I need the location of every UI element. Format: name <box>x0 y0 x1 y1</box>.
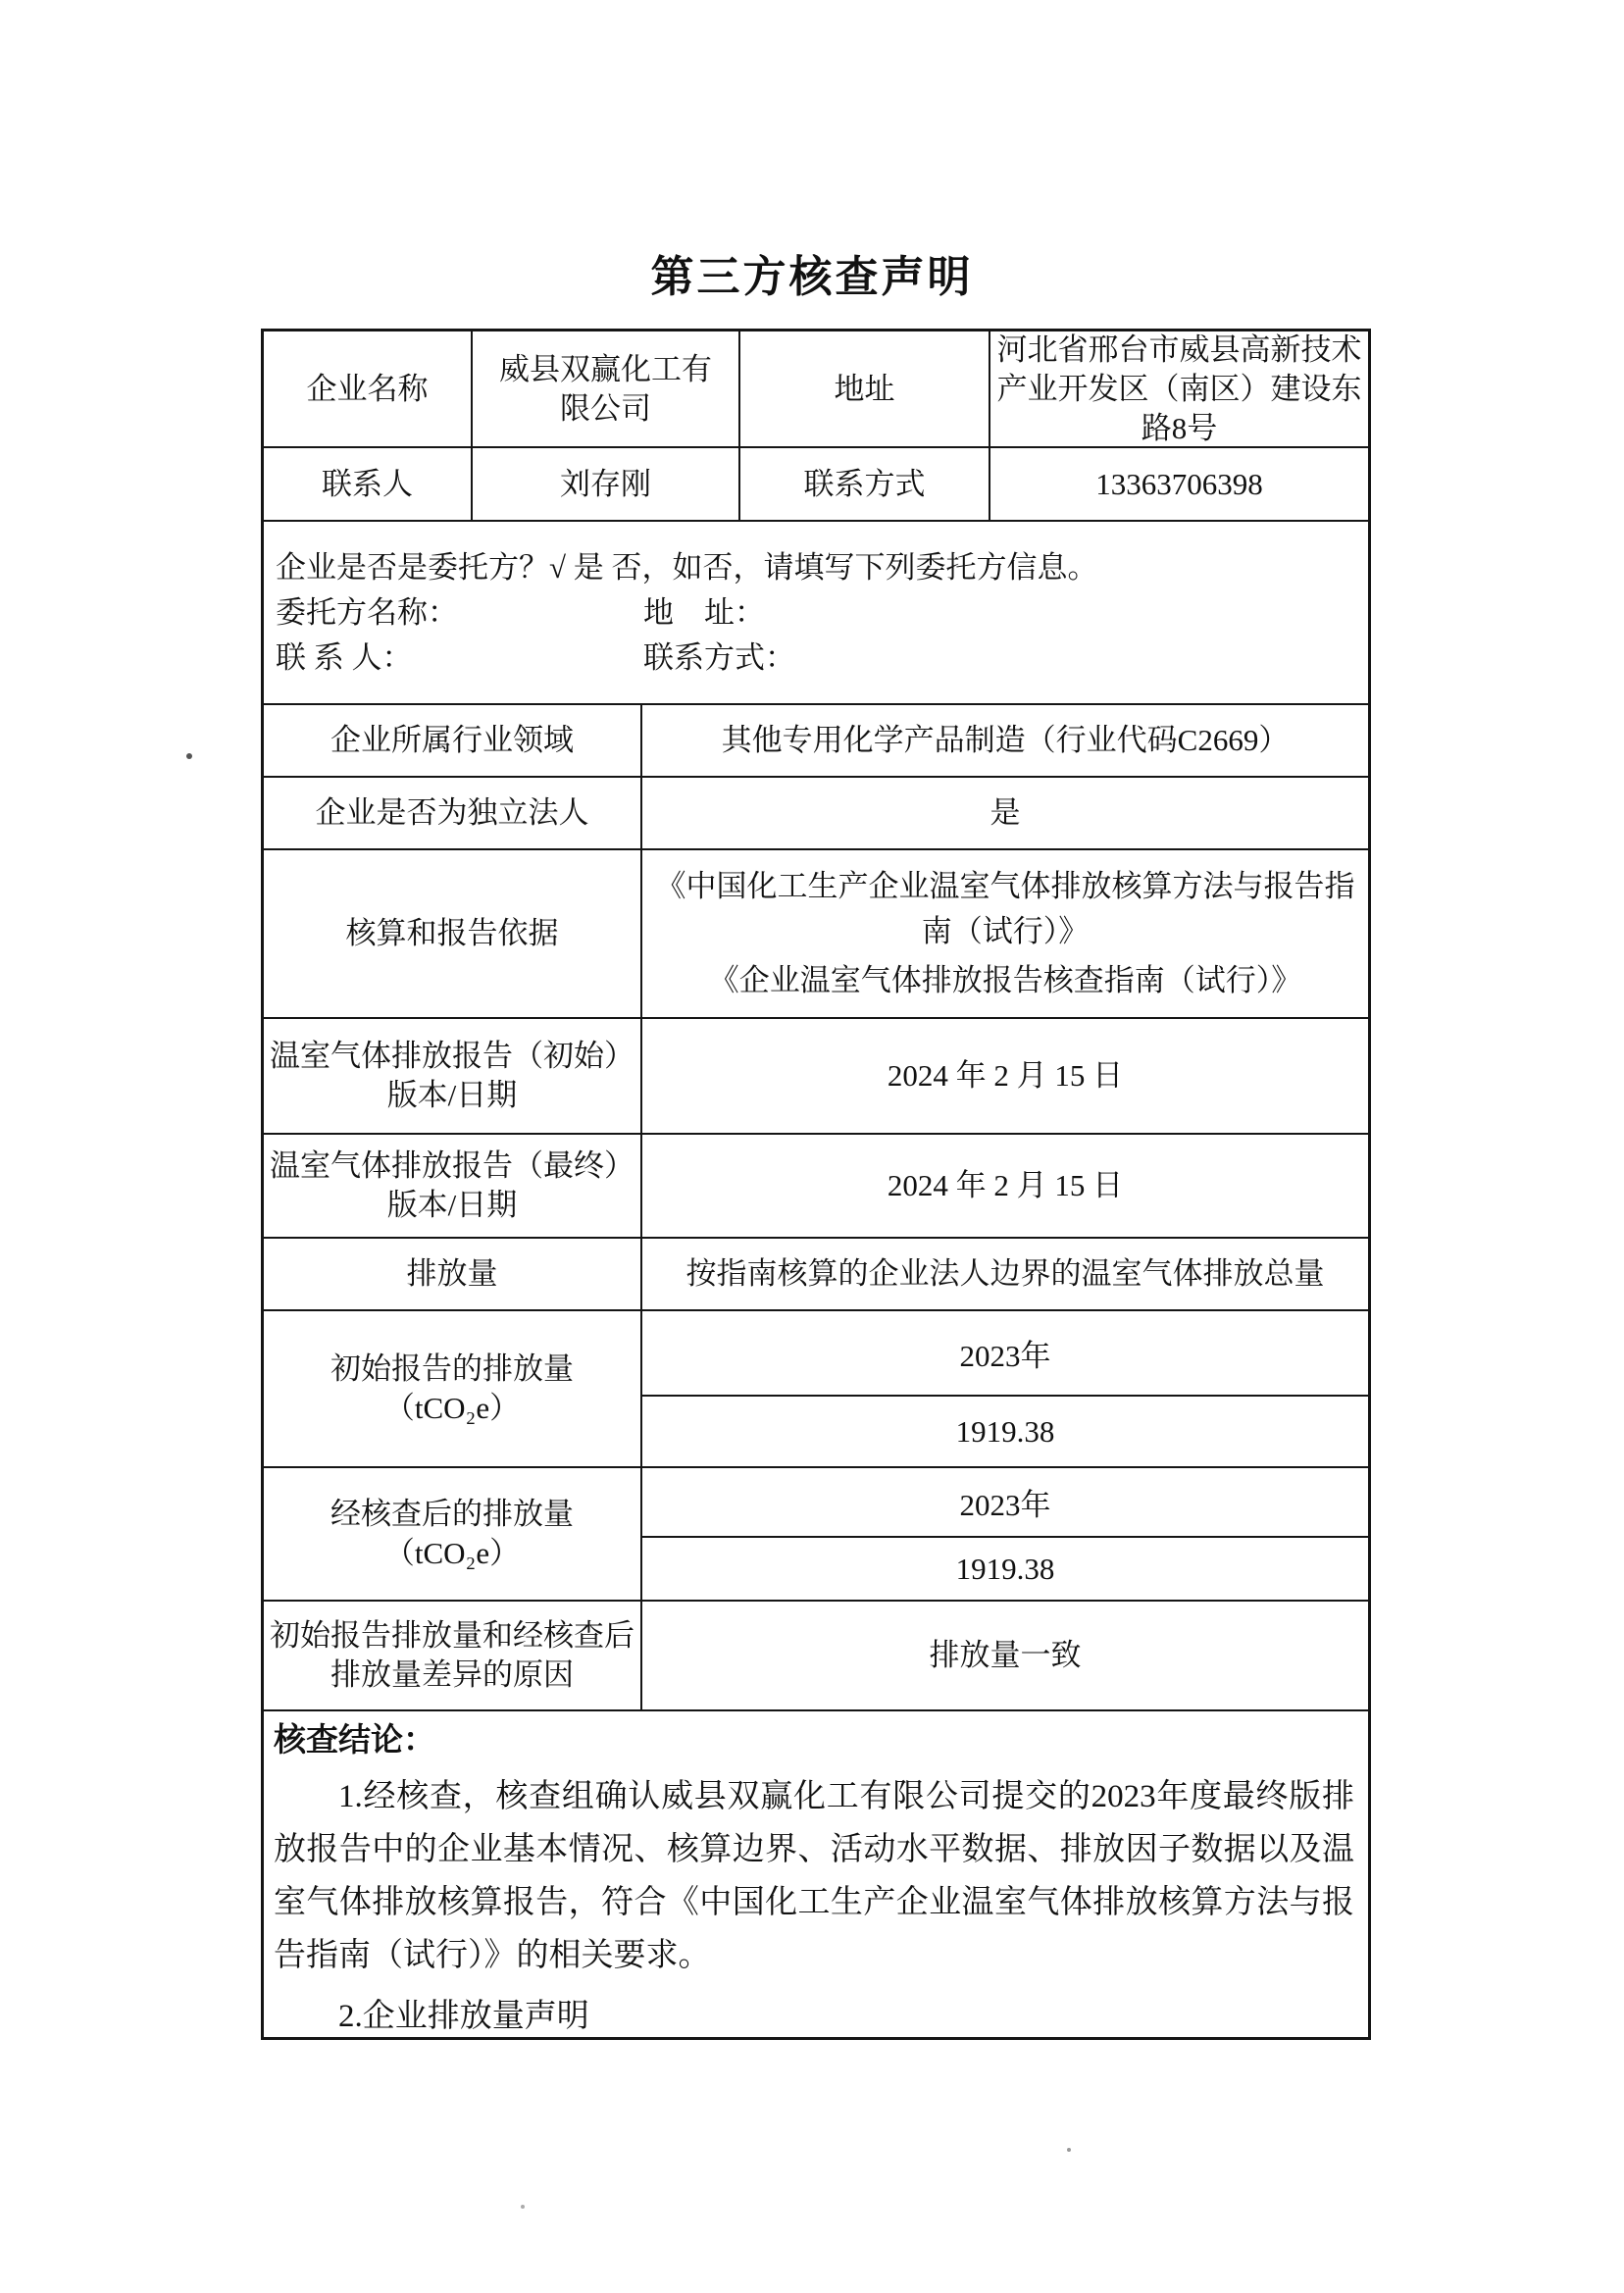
client-question-line <box>276 545 1358 590</box>
document-title: 第三方核查声明 <box>650 253 974 301</box>
client-name-label: 委托方名称： <box>276 595 458 630</box>
legal-entity-row <box>264 776 1368 848</box>
initial-emissions-label <box>264 1311 640 1466</box>
legal-entity-label: 企业是否为独立法人 <box>315 795 589 830</box>
contact-method-label: 联系方式 <box>738 448 989 520</box>
scan-speck <box>1067 2148 1071 2152</box>
company-name-label: 企业名称 <box>306 371 429 406</box>
emissions-definition-value: 按指南核算的企业法人边界的温室气体排放总量 <box>640 1239 1368 1309</box>
verified-emissions-unit: （tCO₂e） <box>383 1536 521 1570</box>
industry-row <box>264 703 1368 776</box>
basis-label: 核算和报告依据 <box>345 916 559 950</box>
conclusion-paragraph-1: 1.经核查，核查组确认威县双赢化工有限公司提交的2023年度最终版排放报告中的企业基本情况、核算边界、活动水平数据、排放因子数据以及温室气体排放核算报告，符合《中国化工生产企业温室气体排放核算方法与报告指南（试行）》的相关要求。 <box>274 1779 1354 1973</box>
client-name-line <box>276 590 1358 636</box>
initial-emissions-value: 1919.38 <box>642 1395 1368 1466</box>
industry-label: 企业所属行业领域 <box>330 723 574 757</box>
final-report-value: 2024 年 2 月 15 日 <box>640 1135 1368 1237</box>
contact-person-value: 刘存刚 <box>471 448 738 520</box>
verification-statement-table <box>261 329 1371 2040</box>
verified-emissions-value: 1919.38 <box>642 1536 1368 1600</box>
initial-report-value: 2024 年 2 月 15 日 <box>640 1019 1368 1133</box>
emissions-definition-row <box>264 1237 1368 1309</box>
verified-emissions-values <box>640 1468 1368 1600</box>
legal-entity-value: 是 <box>640 778 1368 848</box>
company-address-row <box>264 331 1368 446</box>
difference-row <box>264 1600 1368 1709</box>
initial-report-label: 温室气体排放报告（初始）版本/日期 <box>270 1039 634 1112</box>
initial-emissions-year: 2023年 <box>959 1339 1051 1373</box>
difference-value: 排放量一致 <box>640 1602 1368 1709</box>
scan-speck <box>186 753 192 759</box>
initial-emissions-unit: （tCO₂e） <box>383 1391 521 1425</box>
address-label: 地址 <box>738 331 989 446</box>
client-section <box>264 522 1368 703</box>
verified-emissions-row <box>264 1466 1368 1600</box>
basis-row <box>264 848 1368 1017</box>
final-report-label: 温室气体排放报告（最终）版本/日期 <box>270 1148 634 1222</box>
client-contact-label: 联系方式： <box>643 640 795 675</box>
difference-label: 初始报告排放量和经核查后排放量差异的原因 <box>270 1618 634 1692</box>
conclusion-paragraph-2: 2.企业排放量声明 <box>338 1999 589 2034</box>
client-person-line <box>276 636 1358 681</box>
scan-speck <box>521 2205 525 2209</box>
address-value: 河北省邢台市威县高新技术产业开发区（南区）建设东路8号 <box>989 331 1368 446</box>
contact-row <box>264 446 1368 520</box>
basis-value-line-2: 《企业温室气体排放报告核查指南（试行）》 <box>708 963 1302 997</box>
initial-emissions-values <box>640 1311 1368 1466</box>
basis-value-line-1: 《中国化工生产企业温室气体排放核算方法与报告指南（试行）》 <box>655 869 1355 948</box>
verified-emissions-label <box>264 1468 640 1600</box>
emissions-definition-label: 排放量 <box>406 1256 498 1291</box>
conclusion-row <box>264 1709 1368 2037</box>
contact-method-value: 13363706398 <box>989 448 1368 520</box>
initial-emissions-row <box>264 1309 1368 1466</box>
client-question: 企业是否是委托方？√ 是 否，如否，请填写下列委托方信息。 <box>276 550 1098 585</box>
contact-person-label: 联系人 <box>322 466 413 501</box>
final-report-row <box>264 1133 1368 1237</box>
company-name-value: 威县双赢化工有限公司 <box>471 331 738 446</box>
conclusion-heading: 核查结论： <box>274 1721 435 1758</box>
verified-emissions-year: 2023年 <box>959 1488 1051 1522</box>
initial-emissions-label-text: 初始报告的排放量 <box>330 1351 574 1386</box>
client-section-row <box>264 520 1368 703</box>
initial-report-row <box>264 1017 1368 1133</box>
basis-value <box>640 850 1368 1017</box>
conclusion-section <box>264 1711 1368 2037</box>
verified-emissions-label-text: 经核查后的排放量 <box>330 1497 574 1531</box>
industry-value: 其他专用化学产品制造（行业代码C2669） <box>640 705 1368 776</box>
client-address-label: 地 址： <box>643 595 765 630</box>
client-person-label: 联 系 人： <box>276 640 413 675</box>
